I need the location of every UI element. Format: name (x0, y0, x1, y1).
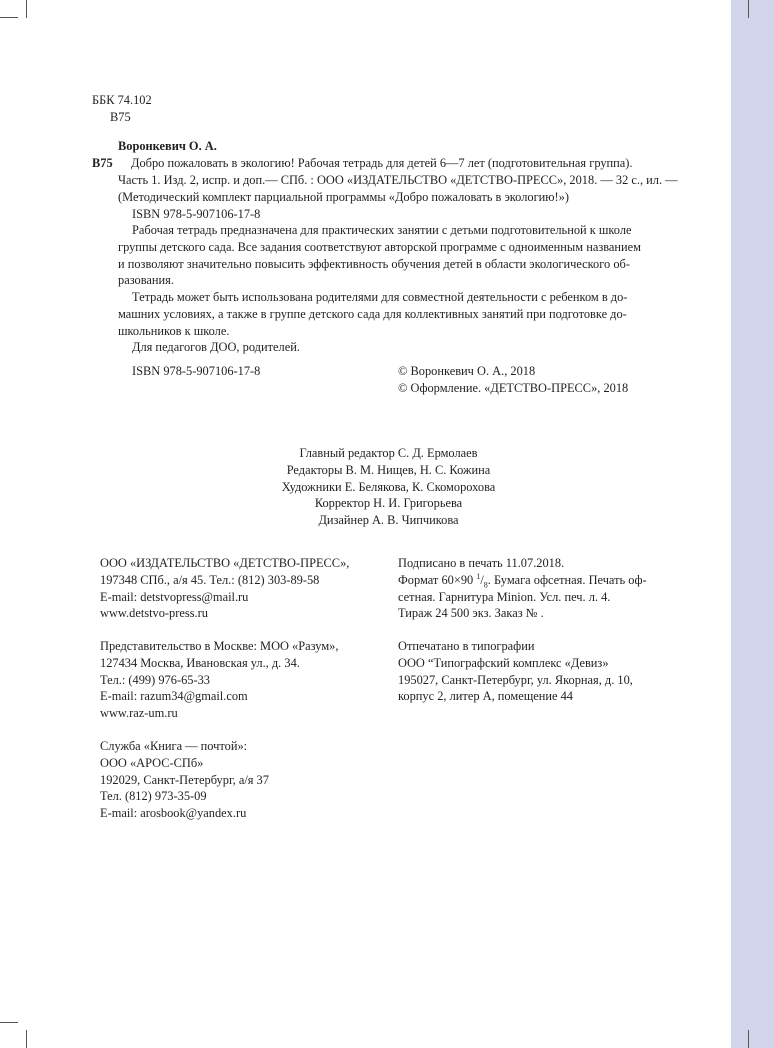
annotation-line: разования. (118, 273, 174, 288)
credit-designer: Дизайнер А. В. Чипчикова (318, 513, 459, 528)
annotation-line: Тетрадь может быть использована родителями для совместной деятельности с ребенком в до- (132, 290, 628, 304)
description-line: (Методический комплект парциальной программы «Добро пожаловать в экологию!») (118, 189, 569, 204)
credit-artists: Художники Е. Белякова, К. Скоморохова (281, 479, 496, 494)
mail-service-phone: Тел. (812) 973-35-09 (100, 789, 207, 804)
publisher-name: ООО «ИЗДАТЕЛЬСТВО «ДЕТСТВО-ПРЕСС», (100, 556, 350, 570)
print-details (398, 555, 647, 622)
printing-house-name: ООО “Типографский комплекс «Девиз» (398, 655, 609, 670)
annotation-line: школьников к школе. (118, 323, 230, 338)
side-margin-band (731, 0, 773, 1048)
crop-mark-bottom-left (26, 1030, 27, 1048)
crop-mark-top-left (26, 0, 27, 18)
crop-mark-top-right (748, 0, 749, 18)
moscow-office-website: www.raz-um.ru (100, 706, 178, 721)
annotation-paragraph-1 (118, 222, 679, 289)
fraction-denominator: 8 (483, 580, 488, 590)
mail-service-address: 192029, Санкт-Петербург, а/я 37 (100, 772, 269, 787)
print-format-suffix: . Бумага офсетная. Печать оф- (487, 572, 647, 587)
printing-house-address: 195027, Санкт-Петербург, ул. Якорная, д. 10, (398, 672, 633, 687)
print-run: Тираж 24 500 экз. Заказ № . (398, 606, 544, 621)
moscow-office-email: E-mail: razum34@gmail.com (100, 689, 248, 704)
moscow-office-name: Представительство в Москве: МОО «Разум», (100, 639, 339, 653)
description-line: Добро пожаловать в экологию! Рабочая тетрадь для детей 6—7 лет (подготовительная группа). (131, 156, 633, 170)
crop-mark-top-left-h (0, 17, 18, 18)
bibliographic-description (131, 155, 679, 172)
publisher-website: www.detstvo-press.ru (100, 606, 208, 621)
crop-mark-bottom-left-h (0, 1022, 18, 1023)
publisher-email: E-mail: detstvopress@mail.ru (100, 589, 249, 604)
printing-house-building: корпус 2, литер А, помещение 44 (398, 689, 573, 704)
audience-line: Для педагогов ДОО, родителей. (132, 340, 300, 355)
copyright-author: © Воронкевич О. А., 2018 (398, 364, 536, 378)
publisher-contacts (100, 555, 349, 622)
mail-service-email: E-mail: arosbook@yandex.ru (100, 806, 247, 821)
print-typeface: сетная. Гарнитура Minion. Усл. печ. л. 4. (398, 589, 611, 604)
description-line: Часть 1. Изд. 2, испр. и доп.— СПб. : ООО «ИЗДАТЕЛЬСТВО «ДЕТСТВО-ПРЕСС», 2018. — 32 с., ил. — (118, 173, 678, 187)
copyright-block (398, 363, 628, 397)
isbn-bottom: ISBN 978-5-907106-17-8 (132, 364, 261, 378)
print-format (398, 572, 647, 589)
printing-house (398, 638, 633, 705)
fraction-numerator: 1 (476, 571, 481, 581)
moscow-office-address: 127434 Москва, Ивановская ул., д. 34. (100, 655, 300, 670)
publisher-address: 197348 СПб., а/я 45. Тел.: (812) 303-89-58 (100, 572, 320, 587)
print-signed-date: Подписано в печать 11.07.2018. (398, 556, 565, 570)
bbk-block (92, 92, 292, 126)
print-format-prefix: Формат 60×90 (398, 572, 474, 587)
annotation-line: и позволяют значительно повысить эффективность обучения детей в области экологического об- (118, 256, 630, 271)
annotation-paragraph-2 (118, 289, 679, 356)
bbk-code: В75 (110, 109, 131, 124)
mail-service-company: ООО «АРОС-СПб» (100, 755, 204, 770)
credits-block (180, 445, 597, 529)
crop-mark-bottom-right (748, 1030, 749, 1048)
credit-proofreader: Корректор Н. И. Григорьева (314, 496, 463, 511)
credit-editors: Редакторы В. М. Нищев, Н. С. Кожина (286, 462, 491, 477)
credit-editor-in-chief: Главный редактор С. Д. Ермолаев (299, 446, 478, 460)
copyright-design: © Оформление. «ДЕТСТВО-ПРЕСС», 2018 (398, 380, 629, 395)
bbk-index: ББК 74.102 (92, 93, 152, 107)
catalog-code: В75 (92, 156, 113, 170)
print-format-fraction: $^1/_8$ (476, 571, 488, 590)
moscow-office (100, 638, 338, 722)
annotation-line: машних условиях, а также в группе детского сада для коллективных занятий при подготовке до- (118, 306, 627, 321)
isbn-line: ISBN 978-5-907106-17-8 (132, 206, 261, 221)
bibliographic-description-cont (118, 172, 679, 222)
author-name: Воронкевич О. А. (118, 139, 217, 153)
moscow-office-phone: Тел.: (499) 976-65-33 (100, 672, 210, 687)
annotation-line: Рабочая тетрадь предназначена для практических занятии с детьми подготовительной к школе (132, 223, 632, 237)
printing-house-title: Отпечатано в типографии (398, 639, 535, 653)
mail-service-title: Служба «Книга — почтой»: (100, 739, 248, 753)
mail-order-service (100, 738, 269, 822)
annotation-line: группы детского сада. Все задания соответствуют авторской программе с одноименным названием (118, 239, 642, 254)
